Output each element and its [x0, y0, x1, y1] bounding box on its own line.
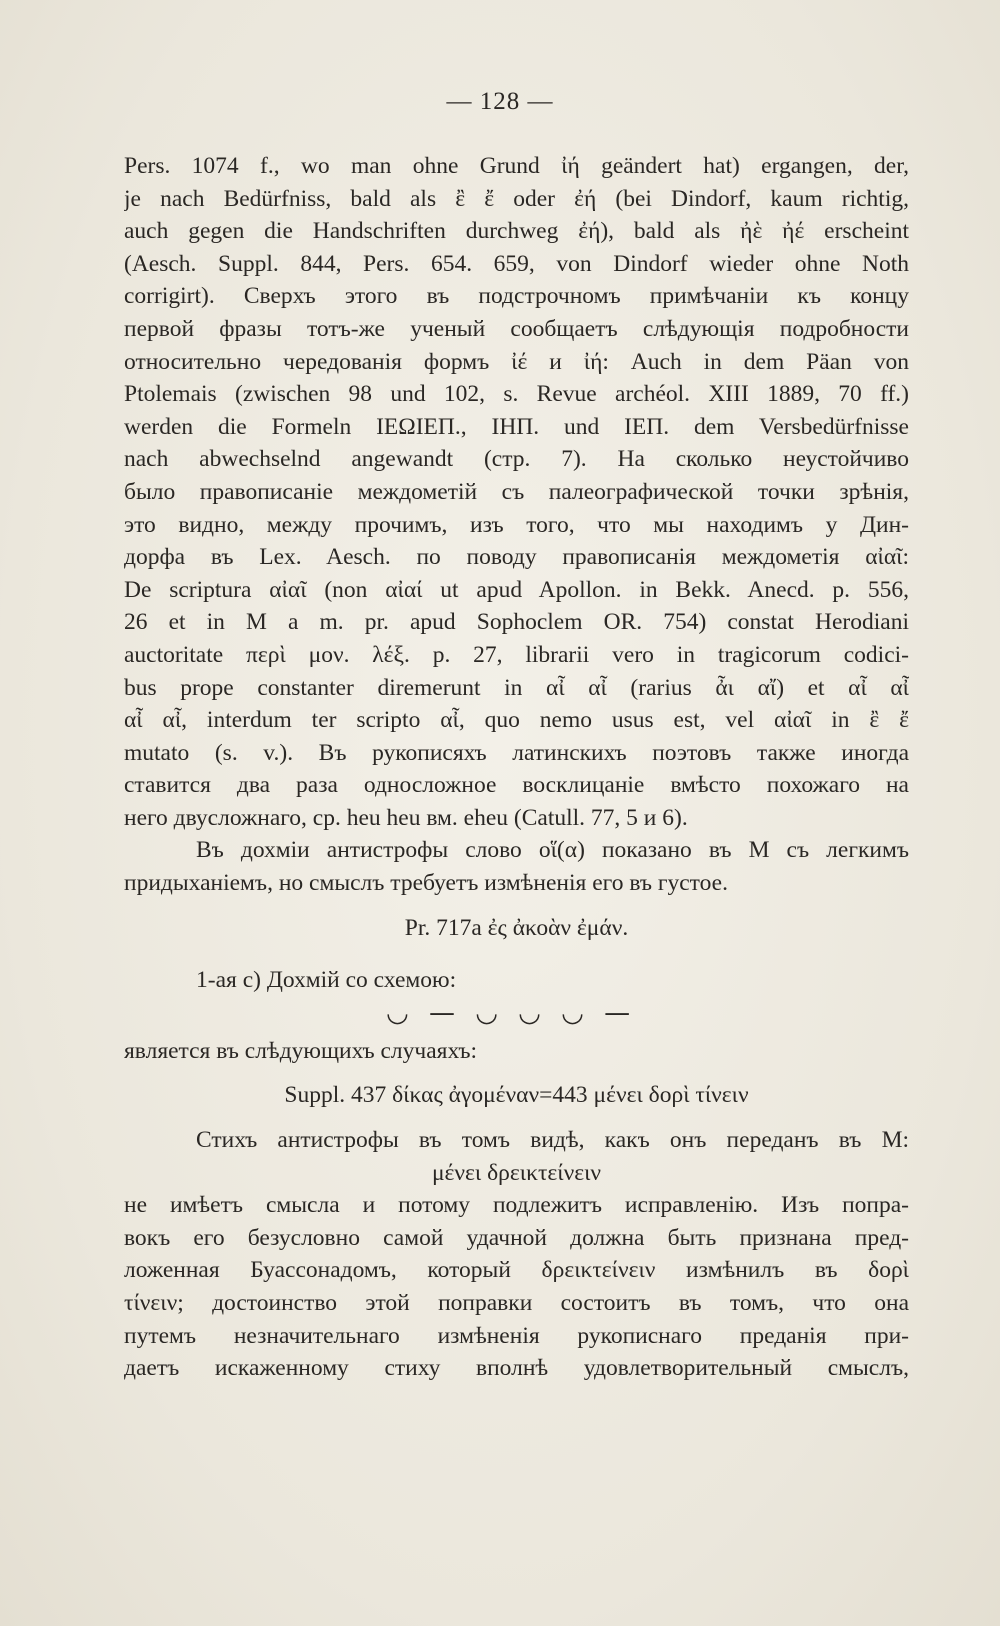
text-line: ложенная Буассонадомъ, который δρεικτείνειν измѣнилъ въ δορὶ	[124, 1257, 909, 1284]
text-line: было правописаніе междометій съ палеографической точки зрѣнія,	[124, 478, 909, 505]
text-line: werden die Formeln ΙΕΩΙΕΠ., ΙΗΠ. und ΙΕΠ. dem Versbedürfnisse	[124, 413, 909, 440]
text-line: придыханіемъ, но смыслъ требуетъ измѣненія его въ густое.	[124, 870, 728, 897]
text-line: auctoritate περὶ μον. λέξ. p. 27, librarii vero in tragicorum codici-	[124, 641, 909, 668]
body-text	[124, 150, 909, 1385]
text-line: auch gegen die Handschriften durchweg ἐή), bald als ἠὲ ἠέ erscheint	[124, 218, 909, 245]
text-line: не имѣетъ смысла и потому подлежитъ исправленію. Изъ попра-	[124, 1192, 909, 1219]
text-line: путемъ незначительнаго измѣненія рукописнаго преданія при-	[124, 1322, 909, 1349]
text-line: mutato (s. v.). Въ рукописяхъ латинскихъ поэтовъ также иногда	[124, 739, 909, 766]
metrical-scheme: ◡ — ◡ ◡ ◡ —	[386, 997, 637, 1028]
text-line: Стихъ антистрофы въ томъ видѣ, какъ онъ переданъ въ M:	[196, 1127, 909, 1154]
verse-reference: Suppl. 437 δίκας ἀγομέναν=443 μένει δορὶ τίνειν	[284, 1082, 749, 1109]
section-heading: 1-ая c) Дохмій со схемою:	[196, 967, 457, 994]
text-line: ставится два раза односложное восклицаніе вмѣсто похожаго на	[124, 772, 909, 799]
text-line: (Aesch. Suppl. 844, Pers. 654. 659, von Dindorf wieder ohne Noth	[124, 250, 909, 277]
text-line: является въ слѣдующихъ случаяхъ:	[124, 1037, 478, 1064]
text-line: вокъ его безусловно самой удачной должна быть признана пред-	[124, 1224, 909, 1251]
text-line: первой фразы тотъ-же ученый сообщаетъ слѣдующія подробности	[124, 315, 909, 342]
text-line: относительно чередованія формъ ἰέ и ἰή: Auch in dem Päan von	[124, 348, 909, 375]
text-line: αἶ αἶ, interdum ter scripto αἶ, quo nemo usus est, vel αἰαῖ in ἒ ἔ	[124, 707, 909, 734]
text-line: дорфа въ Lex. Aesch. по поводу правописанія междометія αἰαῖ:	[124, 544, 909, 571]
text-line: De scriptura αἰαῖ (non αἰαί ut apud Apollon. in Bekk. Anecd. p. 556,	[124, 576, 909, 603]
text-line: Pers. 1074 f., wo man ohne Grund ἰή geändert hat) ergangen, der,	[124, 153, 909, 179]
text-line: nach abwechselnd angewandt (стр. 7). На сколько неустойчиво	[124, 446, 909, 473]
text-line: Ptolemais (zwischen 98 und 102, s. Revue archéol. XIII 1889, 70 ff.)	[124, 381, 909, 408]
text-line: bus prope constanter diremerunt in αἶ αἶ (rarius ἆι αἴ) et αἶ αἶ	[124, 674, 909, 701]
text-line: даетъ искаженному стиху вполнѣ удовлетворительный смыслъ,	[124, 1355, 909, 1382]
text-line: Въ дохміи антистрофы слово οἵ(α) показано въ M съ легкимъ	[196, 837, 909, 864]
verse-reference: Pr. 717a ἐς ἀκοὰν ἐμάν.	[404, 914, 629, 941]
text-line: corrigirt). Сверхъ этого въ подстрочномъ примѣчаніи къ концу	[124, 283, 909, 310]
text-line: je nach Bedürfniss, bald als ἒ ἔ oder ἐή (bei Dindorf, kaum richtig,	[124, 185, 909, 212]
quoted-verse: μένει δρεικτείνειν	[431, 1159, 602, 1186]
page-number: — 128 —	[446, 88, 554, 115]
text-line: τίνειν; достоинство этой поправки состоитъ въ томъ, что она	[124, 1290, 909, 1316]
text-line: это видно, между прочимъ, изъ того, что мы находимъ у Дин-	[124, 511, 909, 538]
text-line: 26 et in M a m. pr. apud Sophoclem OR. 754) constat Herodiani	[124, 609, 909, 636]
text-line: него двусложнаго, ср. heu heu вм. eheu (Catull. 77, 5 и 6).	[124, 804, 688, 831]
